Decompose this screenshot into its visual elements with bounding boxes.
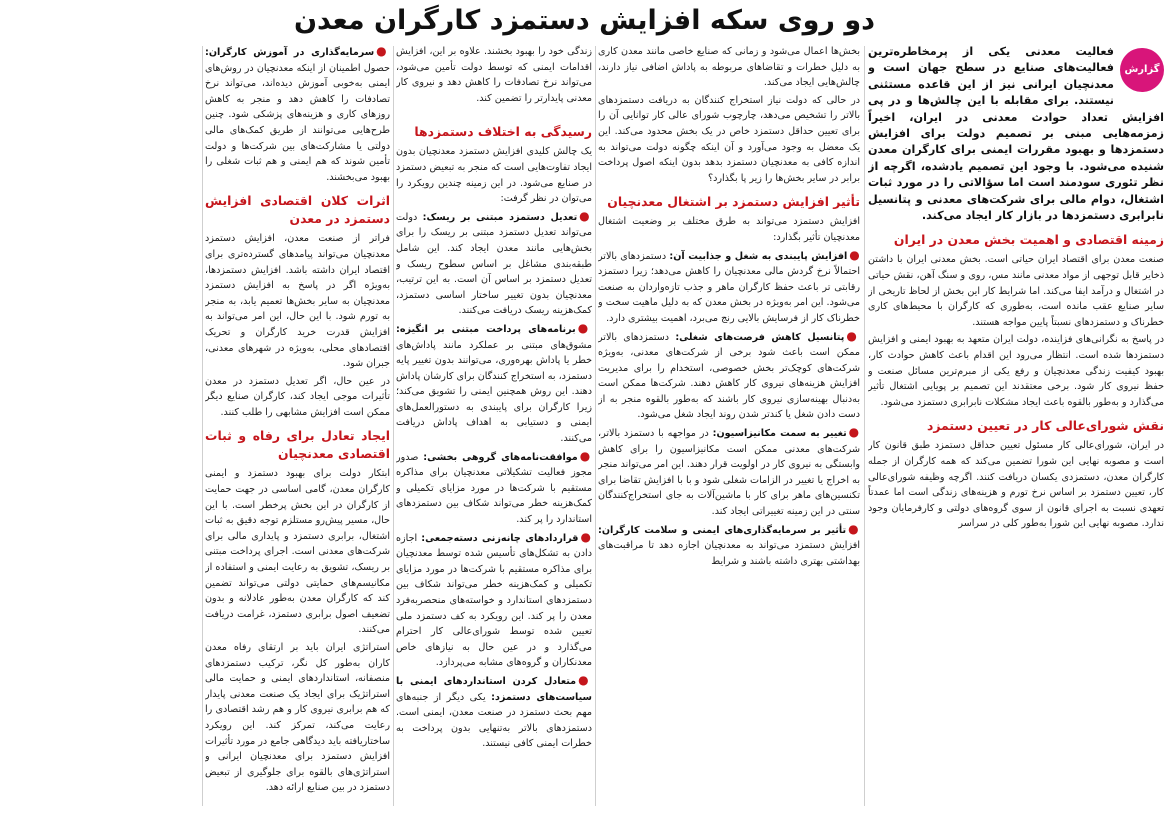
lead-paragraph: فعالیت معدنی یکی از پرمخاطره‌ترین فعالیت‌های صنایع در سطح جهان است و معدنچیان ایرانی نیز از این قاعده مستثنی نیستند. برای مقابله با این چالش‌ها و در پی افزایش تعداد حوادث معدنی در ایران، اخیراً زمزمه‌هایی مبنی بر تصمیم دولت برای افزایش دستمزدها و بهبود مقررات ایمنی برای کارگران معدن شنیده می‌شود. با وجود این تصمیم یادشده، اگرچه از نظر تئوری سودمند است اما سؤالاتی را در مورد ثبات اشتغال، دوام مالی برای شرکت‌های معدنی و پتانسیل نابرابری دستمزدها در بازار کار ایجاد می‌کند. — [868, 45, 1164, 223]
paragraph: استراتژی ایران باید بر ارتقای رفاه معدن کاران به‌طور کل نگر، ترکیب دستمزدهای منصفانه، استانداردهای ایمنی و حمایت مالی استراتژیک برای ایجاد یک صنعت معدنی پایدار که هم برابری نیروی کار و هم رشد اقتصادی را رعایت می‌کند، تمرکز کند. این رویکرد ساختاریافته باید دیدگاهی جامع در مورد تأثیرات افزایش دستمزد برای معدنچیان ایرانی و استراتژی‌های بالقوه برای جلوگیری از تبعیض دستمزد در بین صنایع ارائه دهد. — [205, 642, 390, 794]
paragraph: یک چالش کلیدی افزایش دستمزد معدنچیان بدون ایجاد تفاوت‌هایی است که منجر به تبعیض دستمزد در صنایع می‌شود. در این زمینه چندین رویکرد را می‌توان در نظر گرفت: — [396, 146, 592, 205]
paragraph: ابتکار دولت برای بهبود دستمزد و ایمنی کارگران معدن، گامی اساسی در جهت حمایت از کارگران در این بخش پرخطر است. با این حال، مسیر پیش‌رو مستلزم توجه دقیق به ثبات اشتغال، برابری دستمزد و پایداری مالی برای شرکت‌های معدنی است. اجرای پرداخت مبتنی بر ریسک، تشویق به رعایت ایمنی و استفاده از مکانیسم‌های حمایتی دولتی می‌تواند تضمین کند که کارگران معدن به‌طور عادلانه و بدون تضعیف اصول برابری دستمزد، غرامت دریافت می‌کنند. — [205, 468, 390, 636]
column-divider — [202, 46, 203, 806]
bullet-item: ●افزایش پایبندی به شغل و جذابیت آن: دستمزدهای بالاتر احتمالاً نرخ گردش مالی معدنچیان را کاهش می‌دهد؛ زیرا دستمزد رقابتی تر باعث حفظ کارگران ماهر و جذب تازه‌واردان به صنعت می‌شود. این امر به‌ویژه در بخش معدن که به دلیل ماهیت سخت و خطرناک کار از فرسایش بالایی رنج می‌برد، اهمیت بیشتری دارد. — [598, 247, 860, 324]
subheading: اثرات کلان اقتصادی افزایش دستمزد در معدن — [205, 193, 390, 227]
column-1 — [868, 44, 1164, 814]
subheading: زمینه اقتصادی و اهمیت بخش معدن در ایران — [893, 232, 1164, 248]
column-3 — [396, 44, 592, 814]
subheading: ایجاد تعادل برای رفاه و ثبات اقتصادی معدنچیان — [205, 428, 390, 462]
subheading: نقش شورای‌عالی کار در تعیین دستمزد — [926, 418, 1164, 434]
bullet-item: ●تغییر به سمت مکانیزاسیون: در مواجهه با دستمزد بالاتر، شرکت‌های معدنی ممکن است مکانیزاسیون را برای کاهش وابستگی به نیروی کار در اولویت قرار دهند. این امر می‌تواند منجر به اخراج یا تغییر در الزامات شغلی شود و با با افزایش تقاضا برای تکنسین‌های ماهر برای کار با ماشین‌آلات به جای استخراج‌کنندگان سنتی در این زمینه تغییراتی ایجاد کند. — [598, 425, 860, 518]
bullet-item: ●سرمایه‌گذاری در آموزش کارگران: حصول اطمینان از اینکه معدنچیان در روش‌های ایمنی به‌خوبی آموزش دیده‌اند، می‌تواند نرخ تصادفات را کاهش دهد و منجر به کاهش روزهای کاری و هزینه‌های پزشکی شود. چنین طرح‌هایی می‌توانند از طریق کمک‌های مالی دولتی یا مشارکت‌های بین شرکت‌ها و دولت تأمین شوند که هم ایمنی و هم ثبات شغلی را بهبود می‌بخشند. — [205, 44, 390, 183]
bullet-item: ●موافقت‌نامه‌های گروهی بخشی: صدور مجوز فعالیت تشکیلاتی معدنچیان برای مذاکره مستقیم با شرکت‌ها در مورد مزایای تکمیلی و کمک‌هزینه خطر می‌تواند شکاف بین دستمزدهای استاندارد را پر کند. — [396, 448, 592, 526]
paragraph: در پاسخ به نگرانی‌های فزاینده، دولت ایران متعهد به بهبود ایمنی و افزایش دستمزدها شده است. انتظار می‌رود این اقدام باعث کاهش حوادث کار، بهبود کیفیت زندگی معدنچیان و رفع یکی از مبرم‌ترین مسائل صنعت و حفظ نیروی کار شود. برخی معتقدند این تصمیم بر پویایی اشتغال تأثیر می‌گذارد و به‌طور بالقوه باعث ایجاد مشکلات نابرابری دستمزد می‌شود. — [868, 334, 1164, 408]
bullet-item: ●تعدیل دستمزد مبتنی بر ریسک: دولت می‌تواند تعدیل دستمزد مبتنی بر ریسک را برای بخش‌هایی مانند معدن ایجاد کند. این شامل طبقه‌بندی مشاغل بر اساس سطوح ریسک و تعدیل دستمزد بر اساس آن است. به این ترتیب، معدنچیان بدون تغییر ساختار اساسی دستمزد، کمک‌هزینه ریسک دریافت می‌کنند. — [396, 208, 592, 317]
column-2 — [598, 44, 860, 814]
subheading: رسیدگی به اختلاف دستمزدها — [414, 124, 592, 140]
bullet-item: ●پتانسیل کاهش فرصت‌های شغلی: دستمزدهای بالاتر ممکن است باعث شود برخی از شرکت‌های معدنی، به‌ویژه شرکت‌های کوچک‌تر بخش خصوصی، استخدام را برای مدیریت افزایش هزینه‌های نیروی کار کاهش دهند. شرکت‌ها ممکن است به‌دنبال بهینه‌سازی نیروی کار باشند که به‌طور بالقوه منجر به از دست دادن شغل یا کندتر شدن روند ایجاد شغل می‌شود. — [598, 328, 860, 421]
bullet-item: ●قراردادهای چانه‌زنی دسته‌جمعی: اجازه دادن به تشکل‌های تأسیس شده توسط معدنچیان برای مذاکره مستقیم با شرکت‌ها در مورد مزایای تکمیلی و کمک‌هزینه خطر می‌تواند شکاف بین دستمزدهای استاندارد و خواسته‌های منحصربه‌فرد معدن را پر کند. این رویکرد به کف دستمزد ملی تعیین شده توسط شورای‌عالی کار احترام می‌گذارد و در عین حال به نیازهای خاص معدنکاران و گروه‌های مشابه می‌پردازد. — [396, 529, 592, 669]
paragraph: زندگی خود را بهبود بخشند. علاوه بر این، افزایش اقدامات ایمنی که توسط دولت تأمین می‌شود، می‌تواند نرخ تصادفات را کاهش دهد و نیروی کار معدنی پایدارتر را تضمین کند. — [396, 46, 592, 104]
column-4 — [205, 44, 390, 814]
paragraph: فراتر از صنعت معدن، افزایش دستمزد معدنچیان می‌تواند پیامدهای گسترده‌تری برای اقتصاد ایران داشته باشد. افزایش دستمزدها، به‌ویژه اگر در پاسخ به افزایش دستمزد معدنچیان به سایر بخش‌ها تعمیم یابد، به منجر به تورم شود. با این حال، این امر می‌تواند به افزایش قدرت خرید کارگران و تحریک اقتصادهای محلی، به‌ویژه در شهرهای معدنی، جبران شود. — [205, 233, 390, 370]
paragraph: در حالی که دولت نیاز استخراج کنندگان به دریافت دستمزدهای بالاتر را تشخیص می‌دهد، چارچوب شورای عالی کار توانایی آن را برای تعیین حداقل دستمزد خاص در یک بخش محدود می‌کند. این یک معضل به وجود می‌آورد و آن اینکه چگونه دولت می‌تواند به اندازه کافی به معدنچیان دستمزد بدهد بدون اینکه اصول پرداخت برابر در سایر بخش‌ها را زیر پا بگذارد؟ — [598, 94, 860, 184]
bullet-item: ●متعادل کردن استانداردهای ایمنی با سیاست‌های دستمزد: یکی دیگر از جنبه‌های مهم بحث دستمزد در صنعت معدن، ایمنی است. دستمزدهای بالاتر به‌تنهایی بدون پرداخت به خطرات ایمنی کافی نیستند. — [396, 672, 592, 750]
column-divider — [864, 46, 865, 806]
paragraph: صنعت معدن برای اقتصاد ایران حیاتی است. بخش معدنی ایران با داشتن ذخایر قابل توجهی از مواد معدنی مانند مس، روی و سنگ آهن، نقش حیاتی در اشتغال و درآمد ایفا می‌کند. اما شرایط کار این بخش از لحاظ تاریخی از سایر صنایع عقب مانده است، به‌طوری که کارگران با محیط‌های کاری خطرناک و دستمزدهای نسبتاً پایین مواجه هستند. — [868, 254, 1164, 328]
subheading: تأثیر افزایش دستمزد بر اشتغال معدنچیان — [607, 194, 860, 210]
bullet-item: ●برنامه‌های پرداخت مبتنی بر انگیزه: مشوق‌های مبتنی بر عملکرد مانند پاداش‌های خطر یا پاداش بهره‌وری، می‌توانند بدون تغییر پایه دستمزد، به استخراج کنندگان برای کارشان پاداش دهند. این روش همچنین ایمنی را تشویق می‌کند؛ زیرا کارگران برای پایبندی به دستورالعمل‌های ایمنی و دستیابی به اهداف پاداش دریافت می‌کنند. — [396, 320, 592, 445]
paragraph: در عین حال، اگر تعدیل دستمزد در معدن تأثیرات موجی ایجاد کند، کارگران صنایع دیگر ممکن است افزایش مشابهی را طلب کنند. — [205, 375, 390, 418]
column-divider — [393, 46, 394, 806]
paragraph: در ایران، شورای‌عالی کار مسئول تعیین حداقل دستمزد طبق قانون کار است و مصوبه نهایی این شورا تضمین می‌کند که همه کارگران از جمله کارگران معدن، دستمزدی یکسان دریافت کنند. اگرچه وظیفه شورای‌عالی کار، تعیین دستمزد بر اساس نرخ تورم و هزینه‌های زندگی است اما عمدتاً تعهدی نسبت به اجرای قانون از سوی گروه‌های دولتی و کارفرمایان وجود ندارد. مصوبه نهایی این شورا به‌طور کلی در سراسر — [868, 440, 1164, 530]
report-badge: گزارش — [1120, 48, 1164, 92]
paragraph: افزایش دستمزد می‌تواند به طرق مختلف بر وضعیت اشتغال معدنچیان تأثیر بگذارد: — [598, 216, 860, 243]
bullet-item: ●تأثیر بر سرمایه‌گذاری‌های ایمنی و سلامت کارگران: افزایش دستمزد می‌تواند به معدنچیان اجازه دهد تا مراقبت‌های بهداشتی بهتری داشته باشند و شرایط — [598, 521, 860, 567]
headline: دو روی سکه افزایش دستمزد کارگران معدن — [294, 5, 875, 36]
paragraph: بخش‌ها اعمال می‌شود و زمانی که صنایع خاصی مانند معدن کاری به دلیل خطرات و تقاضاهای مربوطه به پاداش اضافی نیاز دارند، چالش‌هایی ایجاد می‌کند. — [598, 46, 860, 89]
column-divider — [595, 46, 596, 806]
